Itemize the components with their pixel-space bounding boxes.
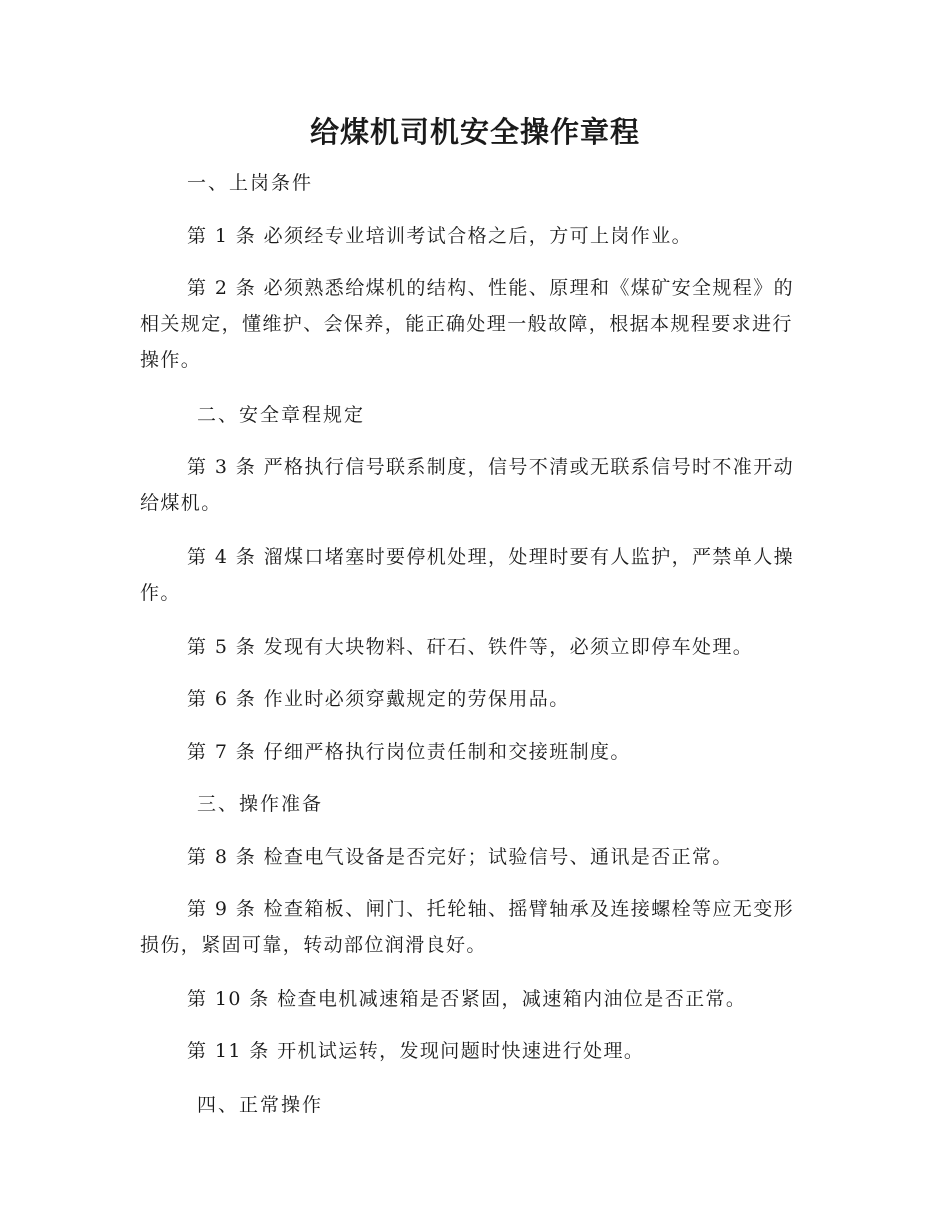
article-9: 第 9 条 检查箱板、闸门、托轮轴、摇臂轴承及连接螺栓等应无变形损伤，紧固可靠，转动部位润滑良好。 — [140, 898, 795, 956]
section-heading-4: 四、正常操作 — [197, 1094, 324, 1116]
article-4: 第 4 条 溜煤口堵塞时要停机处理，处理时要有人监护，严禁单人操作。 — [140, 546, 795, 604]
article-6: 第 6 条 作业时必须穿戴规定的劳保用品。 — [187, 688, 570, 710]
article-10: 第 10 条 检查电机减速箱是否紧固，减速箱内油位是否正常。 — [187, 988, 747, 1010]
article-8: 第 8 条 检查电气设备是否完好；试验信号、通讯是否正常。 — [187, 846, 733, 868]
section-heading-3: 三、操作准备 — [197, 793, 324, 815]
article-1: 第 1 条 必须经专业培训考试合格之后，方可上岗作业。 — [187, 225, 693, 247]
document-title: 给煤机司机安全操作章程 — [309, 115, 640, 149]
section-heading-2: 二、安全章程规定 — [197, 404, 366, 426]
article-11: 第 11 条 开机试运转，发现问题时快速进行处理。 — [187, 1040, 645, 1062]
article-7: 第 7 条 仔细严格执行岗位责任制和交接班制度。 — [187, 741, 631, 763]
section-heading-1: 一、上岗条件 — [187, 172, 314, 194]
article-2: 第 2 条 必须熟悉给煤机的结构、性能、原理和《煤矿安全规程》的相关规定，懂维护、会保养，能正确处理一般故障，根据本规程要求进行操作。 — [140, 277, 795, 371]
article-3: 第 3 条 严格执行信号联系制度，信号不清或无联系信号时不准开动给煤机。 — [140, 456, 795, 514]
article-5: 第 5 条 发现有大块物料、矸石、铁件等，必须立即停车处理。 — [187, 636, 754, 658]
